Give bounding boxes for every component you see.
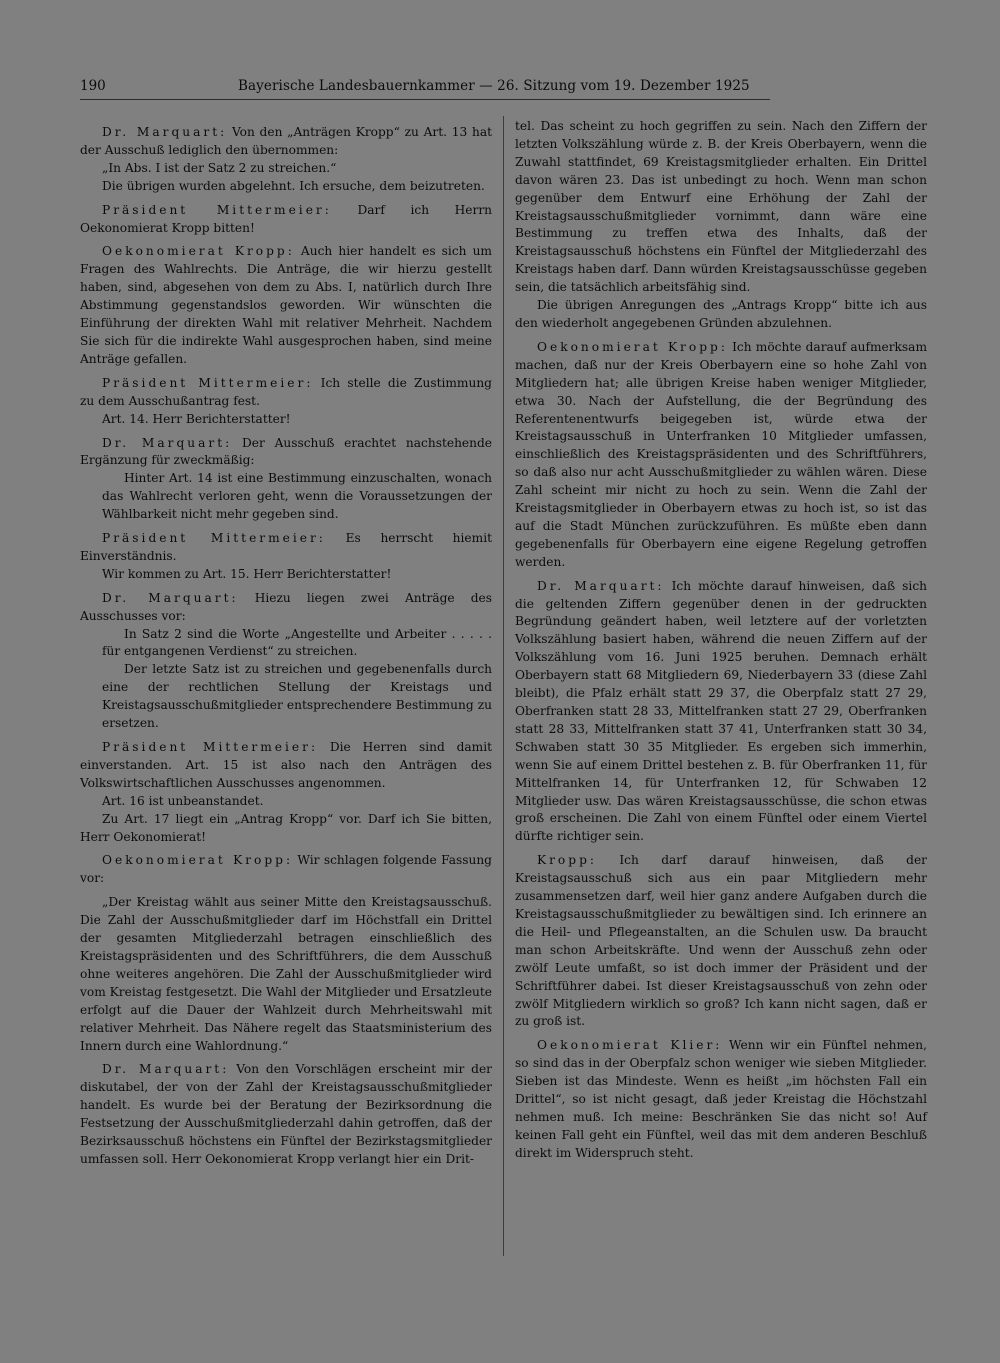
running-header — [80, 76, 770, 96]
paragraph-text: Ich stelle die Zustimmung zu dem Ausschußantrag fest. — [80, 375, 492, 408]
paragraph-text: Ich möchte darauf hinweisen, daß sich die geltenden Ziffern gegenüber denen in der gedruckten Begründung geändert haben, weil letztere auf der vorletzten Volkszählung basiert haben, während die neuen Ziffern auf der Volkszählung vom 16. Juni 1925 beruhen. Demnach erhält Oberbayern statt 68 Mitgliedern 69, Niederbayern 33 (diese Zahl bleibt), die Pfalz erhält statt 29 37, die Oberpfalz statt 27 29, Oberfranken statt 28 33, Mittelfranken statt 27 29, Oberfranken statt 28 33, Mittelfranken statt 37 41, Unterfranken statt 30 34, Schwaben statt 30 35 Mitglieder. Es ergeben sich immerhin, wenn Sie auf einem Drittel bestehen z. B. für Oberfranken 11, für Mittelfranken 14, für Unterfranken 12, für Schwaben 12 Mitglieder usw. Das wären Kreistagsausschüsse, die schon etwas groß erscheinen. Die Zahl von einem Fünftel oder einem Viertel dürfte richtiger sein. — [515, 578, 927, 844]
paragraph — [80, 852, 492, 888]
paragraph-text: Hiezu liegen zwei Anträge des Ausschusses vor: — [80, 590, 493, 623]
speaker-name: Präsident Mittermeier: — [102, 740, 319, 754]
paragraph-text: Wenn wir ein Fünftel nehmen, so sind das in der Oberpfalz schon weniger wie sieben Mitglieder. Sieben ist das Mindeste. Wenn es heißt „im höchsten Fall ein Drittel“, so ist nicht gesagt, daß jeder Kreistag die Höchstzahl nehmen muß. Ich meine: Beschränken Sie das nicht so! Auf keinen Fall geht ein Fünftel, weil das mit dem anderen Beschluß direkt im Widerspruch steht. — [515, 1038, 927, 1160]
paragraph — [80, 202, 492, 238]
speaker-name: Präsident Mittermeier: — [102, 202, 332, 217]
paragraph — [80, 178, 492, 196]
paragraph — [102, 661, 492, 733]
paragraph-text: Ich darf darauf hinweisen, daß der Kreistagsausschuß sich aus ein paar Mitgliedern mehr zusammensetzen darf, weil hier ganz andere Aufgaben durch die Kreistagsausschußmitglieder zu bewältigen sind. Ich erinnere an die Heil- und Pflegeanstalten, an die Schulen usw. Da braucht man schon Arbeitskräfte. Und wenn der Ausschuß zehn oder zwölf Leute umfaßt, so ist doch immer der Präsident und der Schriftführer dabei. Ist dieser Kreistagsausschuß von zehn oder zwölf Mitgliedern wirklich so groß? Ich kann nicht sagen, daß er zu groß ist. — [515, 853, 927, 1029]
paragraph — [80, 530, 492, 566]
paragraph — [80, 435, 492, 471]
paragraph-text: Darf ich Herrn Oekonomierat Kropp bitten! — [80, 202, 492, 235]
header-rule — [80, 99, 770, 100]
speaker-name: Dr. Marquart: — [102, 125, 228, 139]
page-number: 190 — [80, 78, 106, 94]
paragraph-text: Auch hier handelt es sich um Fragen des Wahlrechts. Die Anträge, die wir hierzu gestellt haben, sind, abgesehen von dem zu Abs. I, natürlich durch Ihre Abstimmung gegenstandslos geworden. Wir wünschten die Einführung der direkten Wahl mit relativer Mehrheit. Nachdem Sie sich für die indirekte Wahl ausgesprochen haben, sind meine Anträge gefallen. — [80, 244, 492, 366]
speaker-name: Präsident Mittermeier: — [102, 375, 314, 390]
speaker-name: Dr. Marquart: — [102, 435, 233, 450]
paragraph-text: Die übrigen Anregungen des „Antrags Kropp“ bitte ich aus den wiederholt angegebenen Gründen abzulehnen. — [515, 298, 927, 330]
paragraph-text: „Der Kreistag wählt aus seiner Mitte den Kreistagsausschuß. Die Zahl der Ausschußmitglieder darf im Höchstfall ein Drittel der gesamten Mitgliederzahl betragen einschließlich des Kreistagspräsidenten und des Schriftführers, die dem Ausschuß ohne weiteres angehören. Die Zahl der Ausschußmitglieder wird vom Kreistag festgesetzt. Die Wahl der Mitglieder und Ersatzleute erfolgt auf die Dauer der Wahlzeit durch Mehrheitswahl mit relativer Mehrheit. Das Nähere regelt das Staatsministerium des Innern durch eine Wahlordnung.“ — [80, 895, 492, 1053]
paragraph — [80, 375, 492, 411]
paragraph — [515, 1037, 927, 1162]
speaker-name: Präsident Mittermeier: — [102, 531, 326, 546]
paragraph — [80, 160, 492, 178]
speaker-name: Kropp: — [537, 853, 597, 868]
paragraph-text: Ich möchte darauf aufmerksam machen, daß nur der Kreis Oberbayern eine so hohe Zahl von Mitgliedern hat; alle übrigen Kreise haben weniger Mitglieder, etwa 30. Nach der Aufstellung, die der Begründung des Referentenentwurfs beigegeben ist, würde etwa der Kreistagsausschuß in Unterfranken 10 Mitglieder umfassen, einschließlich des Kreistagspräsidenten und des Schriftführers, so daß also nur acht Ausschußmitglieder zu wählen wären. Diese Zahl scheint mir nicht zu hoch zu sein. Wenn die Zahl der Kreistagsmitglieder in Oberbayern etwas zu hoch ist, so ist das auf die Stadt München zurückzuführen. Es müßte eben dann gegebenenfalls für Oberbayern eine eigene Regelung getroffen werden. — [515, 339, 928, 569]
paragraph — [515, 297, 927, 333]
paragraph-text: Von den „Anträgen Kropp“ zu Art. 13 hat der Ausschuß lediglich den übernommen: — [80, 125, 492, 157]
paragraph-text: Wir schlagen folgende Fassung vor: — [80, 853, 492, 886]
paragraph-text: Der letzte Satz ist zu streichen und gegebenenfalls durch eine der rechtlichen Stellung der Kreistags und Kreistagsausschußmitglieder entsprechendere Bestimmung zu ersetzen. — [102, 662, 492, 731]
speaker-name: Oekonomierat Kropp: — [537, 339, 728, 354]
paragraph-text: Die übrigen wurden abgelehnt. Ich ersuche, dem beizutreten. — [102, 178, 485, 193]
paragraph-text: Von den Vorschlägen erscheint mir der diskutabel, der von der Zahl der Kreistagsausschußmitglieder handelt. Es wurde bei der Beratung der Bezirksordnung die Festsetzung der Ausschußmitgliederzahl dahin getroffen, daß der Bezirksausschuß höchstens ein Fünftel der Bezirkstagsmitglieder umfassen soll. Herr Oekonomierat Kropp verlangt hier ein Drit- — [80, 1062, 492, 1166]
paragraph — [80, 590, 492, 626]
speaker-name: Oekonomierat Kropp: — [102, 244, 295, 259]
paragraph — [80, 739, 492, 793]
paragraph — [80, 124, 492, 160]
paragraph-text: Der Ausschuß erachtet nachstehende Ergänzung für zweckmäßig: — [80, 435, 492, 468]
speaker-name: Oekonomierat Kropp: — [102, 853, 294, 868]
paragraph-text: Hinter Art. 14 ist eine Bestimmung einzuschalten, wonach das Wahlrecht verloren geht, wenn die Voraussetzungen der Wählbarkeit nicht mehr gegeben sind. — [102, 471, 492, 522]
paragraph — [80, 411, 492, 429]
paragraph — [80, 1061, 492, 1168]
paragraph — [80, 894, 492, 1055]
speaker-name: Dr. Marquart: — [537, 578, 665, 593]
speaker-name: Oekonomierat Klier: — [537, 1038, 723, 1053]
right-column — [515, 118, 927, 1163]
paragraph-text: tel. Das scheint zu hoch gegriffen zu sein. Nach den Ziffern der letzten Volkszählung würde z. B. der Kreis Oberbayern, wenn die Zuwahl stattfindet, 69 Kreistagsmitglieder erhalten. Ein Drittel davon wären 23. Das ist unbedingt zu hoch. Wenn man schon gegenüber dem Entwurf eine Erhöhung der Zahl der Kreistagsausschußmitglieder vornimmt, dann wäre eine Bestimmung zu treffen etwa des Inhalts, daß der Kreistagsausschuß höchstens ein Fünftel der Mitgliederzahl des Kreistags haben darf. Dann würden Kreistagsausschüsse gegeben sein, die tatsächlich arbeitsfähig sind. — [515, 119, 927, 295]
paragraph — [80, 793, 492, 811]
speaker-name: Dr. Marquart: — [102, 590, 239, 605]
paragraph — [515, 118, 927, 297]
paragraph — [80, 811, 492, 847]
paragraph-text: Es herrscht hiemit Einverständnis. — [80, 531, 492, 563]
paragraph-text: Art. 16 ist unbeanstandet. — [102, 793, 264, 808]
paragraph — [515, 852, 927, 1031]
paragraph-text: Zu Art. 17 liegt ein „Antrag Kropp“ vor. Darf ich Sie bitten, Herr Oekonomierat! — [80, 811, 492, 844]
paragraph-text: Wir kommen zu Art. 15. Herr Berichterstatter! — [102, 566, 392, 581]
paragraph — [80, 243, 492, 368]
paragraph — [102, 470, 492, 524]
paragraph — [515, 339, 927, 572]
paragraph-text: In Satz 2 sind die Worte „Angestellte und Arbeiter . . . . . für entgangenen Verdienst“ zu streichen. — [102, 626, 492, 659]
paragraph — [80, 566, 492, 584]
paragraph — [515, 578, 927, 847]
speaker-name: Dr. Marquart: — [102, 1062, 230, 1077]
column-divider — [503, 116, 504, 1256]
paragraph-text: Die Herren sind damit einverstanden. Art. 15 ist also nach den Anträgen des Volkswirtschaftlichen Ausschusses angenommen. — [80, 740, 493, 790]
paragraph-text: Art. 14. Herr Berichterstatter! — [102, 411, 291, 426]
running-title: Bayerische Landesbauernkammer — 26. Sitzung vom 19. Dezember 1925 — [238, 78, 750, 94]
paragraph-text: „In Abs. I ist der Satz 2 zu streichen.“ — [102, 160, 337, 175]
left-column — [80, 118, 492, 1169]
paragraph — [102, 626, 492, 662]
